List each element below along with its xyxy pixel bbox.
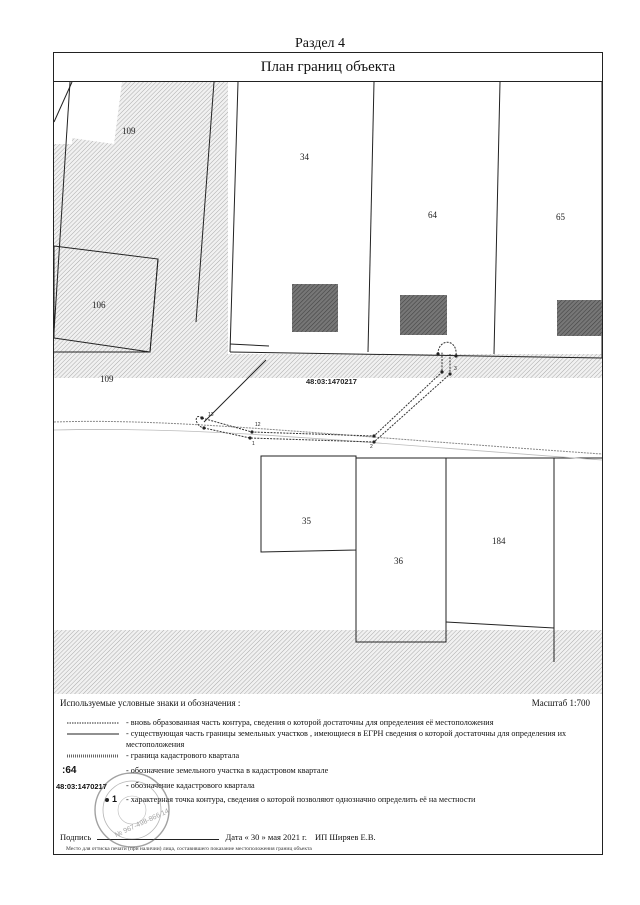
legend-row-new-contour: - вновь образованная часть контура, сведения о которой достаточны для определения её местоположения xyxy=(60,717,600,728)
building-64 xyxy=(400,295,447,335)
legend-row-quarter-boundary: - граница кадастрового квартала xyxy=(60,750,600,761)
parcel-label-109: 109 xyxy=(122,126,136,136)
plan-title: План границ объекта xyxy=(53,52,603,82)
point-label-12: 12 xyxy=(255,422,261,428)
parcel-label-65: 65 xyxy=(556,212,565,222)
signer-name: ИП Ширяев Е.В. xyxy=(314,832,376,842)
legend-row-characteristic-point: 1 - характерная точка контура, сведения о которой позволяют однозначно определить её на местности xyxy=(60,794,600,805)
legend-row-quarter-designation: 48:03:1470217 - обозначение кадастрового квартала xyxy=(56,781,255,791)
seal-footnote: Место для оттиска печати (при наличии) лица, составившего показание местоположения границ объекта xyxy=(66,846,312,852)
section-title: Раздел 4 xyxy=(294,36,346,51)
scale-label: Масштаб 1:700 xyxy=(531,698,590,708)
parcel-label-35: 35 xyxy=(302,516,311,526)
building-65 xyxy=(557,300,602,336)
parcel-label-64: 64 xyxy=(428,210,437,220)
hatched-line-icon xyxy=(65,750,121,761)
boundary-plan-map xyxy=(54,82,602,694)
seal-stamp xyxy=(92,770,172,850)
point-label-3: 3 xyxy=(454,366,457,372)
signature-date: Дата « 30 » мая 2021 г. xyxy=(225,832,307,842)
signature-label: Подпись xyxy=(60,832,92,842)
parcel-label-34: 34 xyxy=(300,152,309,162)
hatched-areas xyxy=(54,82,602,694)
point-label-13: 13 xyxy=(208,412,214,418)
point-label-1: 1 xyxy=(252,441,255,447)
parcel-label-109-south: 109 xyxy=(100,374,114,384)
solid-line-icon xyxy=(65,728,121,739)
point-label-2: 2 xyxy=(370,444,373,450)
building-34 xyxy=(292,284,338,332)
parcel-label-36: 36 xyxy=(394,556,403,566)
dotted-line-icon xyxy=(65,717,121,728)
svg-text:№ 967-498-866 14: № 967-498-866 14 xyxy=(113,807,171,840)
parcel-label-106: 106 xyxy=(92,300,106,310)
legend-row-existing-boundary: - существующая часть границы земельных участков , имеющиеся в ЕГРН сведения о которой достаточны для определения их xyxy=(60,728,600,739)
legend-row-parcel-designation: :64 - обозначение земельного участка в кадастровом квартале xyxy=(62,765,329,776)
legend: Используемые условные знаки и обозначения : Масштаб 1:700 - вновь образованная часть контура, сведения о которой достаточны для определения её местоположения - существующая часть границы земельных участков , имеющиеся в ЕГРН сведения о которой достаточны для определения их местоположения - граница кадастрового квартала :64 - обозначение земельного участка в кадастровом квартале 48:03:1470217 - обозначение кадастрового квартала 1 - характерная точка контура, сведения о которой позволяют однозначно определить её на местности xyxy=(60,698,600,805)
parcel-label-184: 184 xyxy=(492,536,506,546)
legend-title: Используемые условные знаки и обозначения : xyxy=(60,698,241,708)
quarter-label: 48:03:1470217 xyxy=(306,377,357,386)
